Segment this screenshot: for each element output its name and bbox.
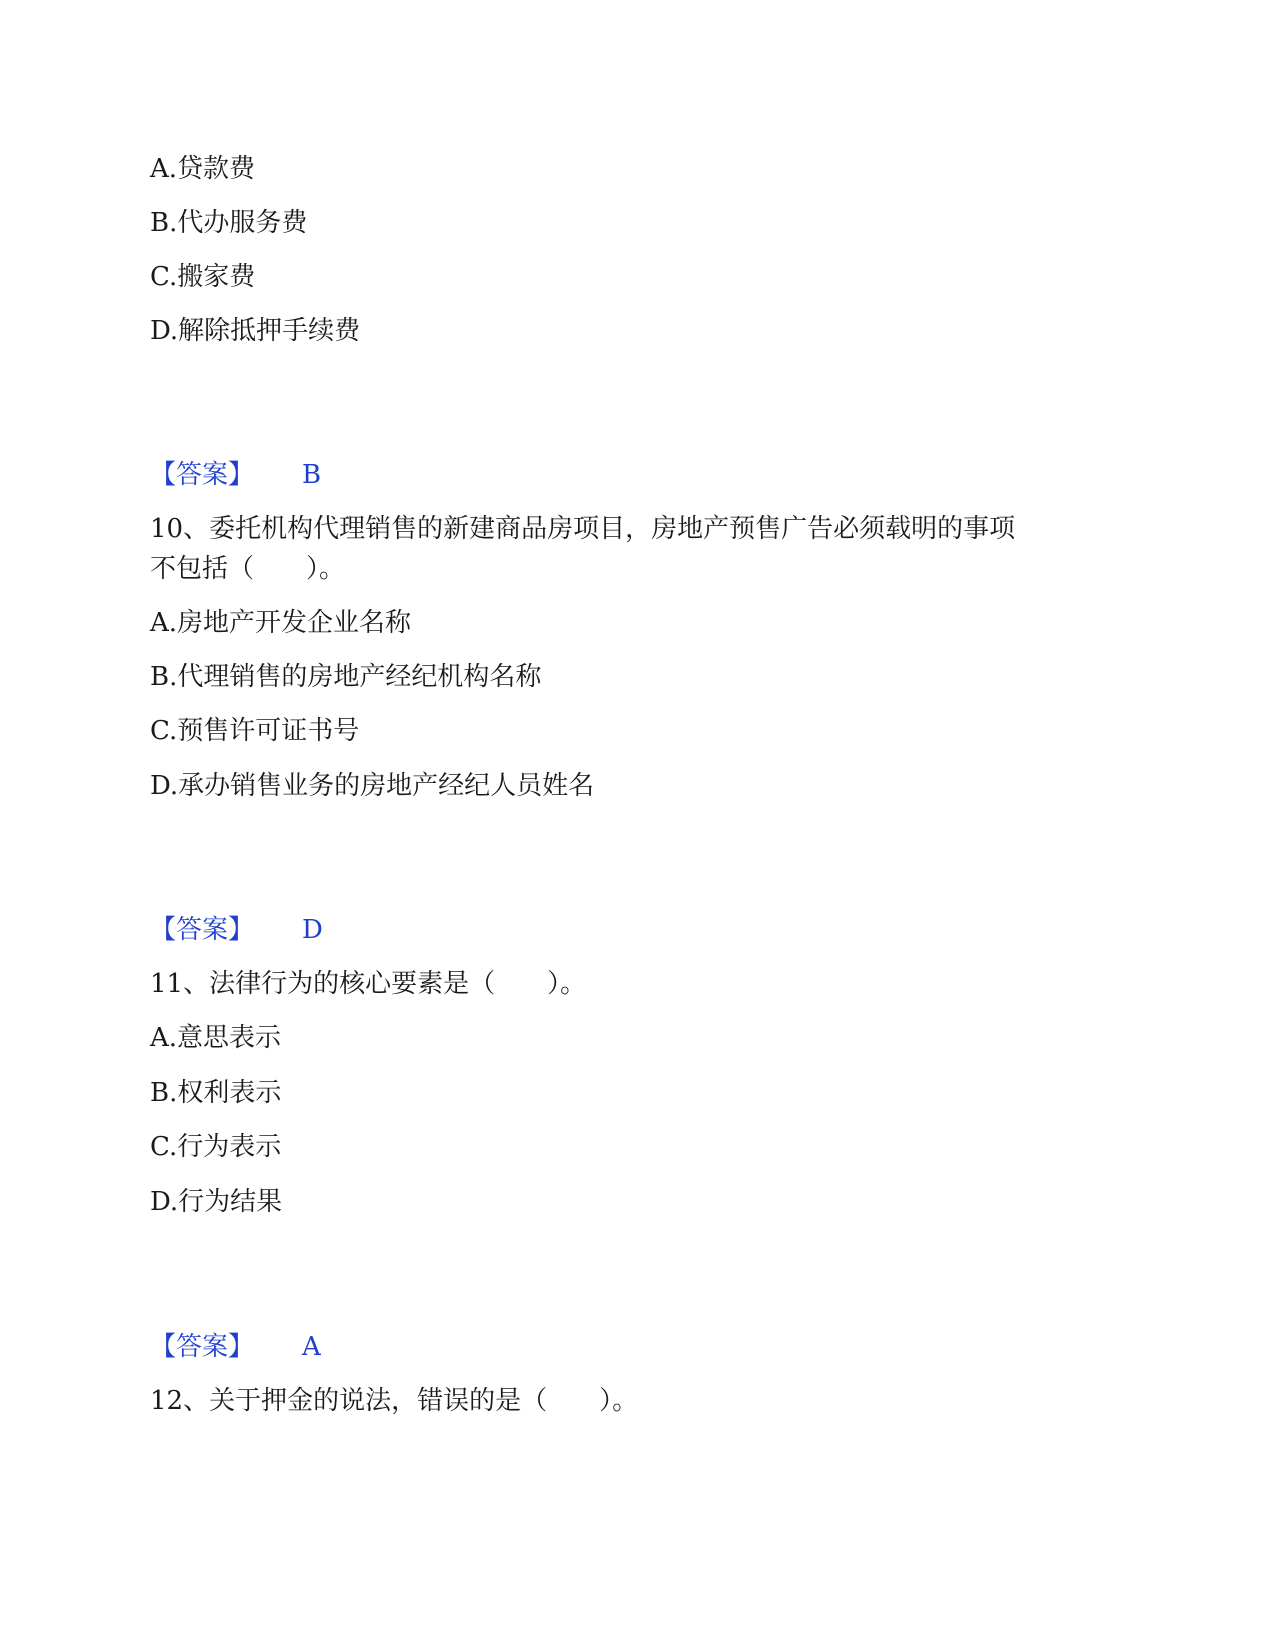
answer-value: D [302,915,323,945]
option-c: C.搬家费 [150,262,256,292]
question-stem: 12、关于押金的说法，错误的是（ ）。 [150,1386,639,1416]
answer-label: 【答案】 [150,915,255,945]
answer-label: 【答案】 [150,460,255,490]
option-c: C.预售许可证书号 [150,716,360,746]
answer-row [150,913,323,947]
option-d: D.解除抵押手续费 [150,316,361,346]
option-d: D.承办销售业务的房地产经纪人员姓名 [150,771,595,801]
option-d: D.行为结果 [150,1187,283,1217]
answer-row [150,458,321,492]
option-a: A.意思表示 [150,1023,282,1053]
option-a: A.贷款费 [150,154,256,184]
option-b: B.代理销售的房地产经纪机构名称 [150,662,542,692]
answer-value: A [302,1332,321,1362]
question-stem-continued: 不包括（ ）。 [150,554,346,584]
option-b: B.权利表示 [150,1078,282,1108]
option-a: A.房地产开发企业名称 [150,608,412,638]
answer-value: B [302,460,322,490]
option-b: B.代办服务费 [150,208,308,238]
answer-row [150,1330,321,1364]
question-stem: 10、委托机构代理销售的新建商品房项目，房地产预售广告必须载明的事项 [150,514,1016,544]
answer-label: 【答案】 [150,1332,255,1362]
question-stem: 11、法律行为的核心要素是（ ）。 [150,969,587,999]
option-c: C.行为表示 [150,1132,282,1162]
